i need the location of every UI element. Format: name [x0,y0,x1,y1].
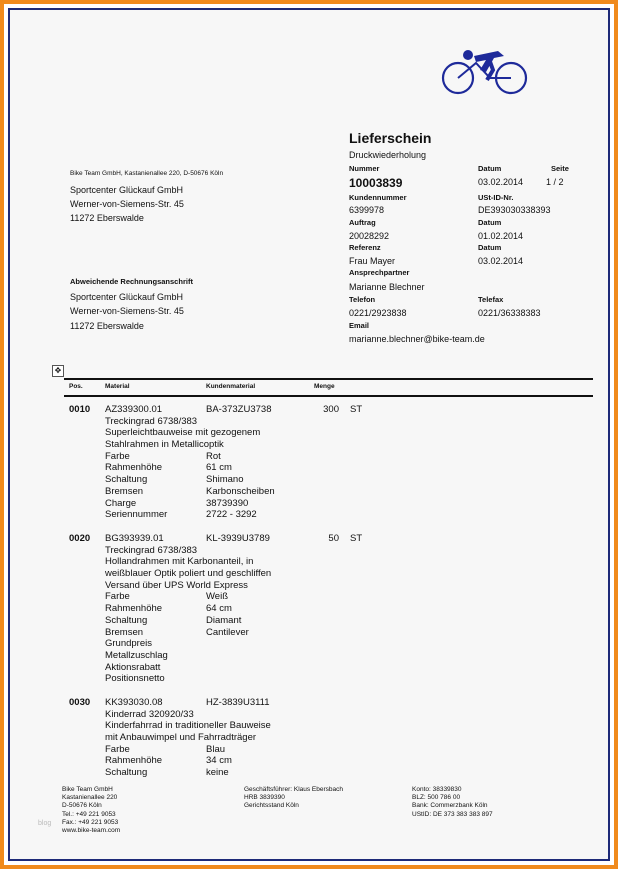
telefon-label: Telefon [349,295,376,304]
description-row [69,545,429,557]
referenz-label: Referenz [349,243,381,252]
attribute-row [69,462,429,474]
table-top-rule [64,378,593,380]
attribute-value: Karbonscheiben [206,485,275,497]
unit: ST [350,404,363,415]
description-row [69,439,429,451]
material-number: KK393030.08 [105,697,163,708]
attribute-name: Bremsen [105,626,144,638]
description-row [69,416,429,428]
attribute-row [69,744,429,756]
attribute-name: Aktionsrabatt [105,661,161,673]
material-number: AZ339300.01 [105,404,163,415]
footer-line: UStID: DE 373 383 383 897 [412,810,493,818]
footer-management [244,786,343,811]
ansprechpartner-label: Ansprechpartner [349,268,410,277]
attribute-value: Rot [206,450,221,462]
attribute-row [69,451,429,463]
seite-label: Seite [551,164,569,173]
position-item [69,404,429,521]
unit: ST [350,533,363,544]
document-number: 10003839 [349,176,403,190]
attribute-row [69,638,429,650]
footer-line: Kastanienallee 220 [62,794,118,802]
referenz-value: Frau Mayer [349,256,396,266]
move-handle-icon[interactable]: ✥ [52,365,64,377]
footer-company [62,786,120,835]
telefax-value: 0221/36338383 [478,308,541,318]
description-line: Superleichtbauweise mit gezogenem [105,427,261,439]
header-pos: Pos. [69,383,83,390]
attribute-row [69,498,429,510]
attribute-name: Schaltung [105,474,148,486]
customer-material: BA-373ZU3738 [206,404,272,415]
auftrag-datum-label: Datum [478,218,502,227]
recipient-city: 11272 Eberswalde [70,213,144,223]
description-line: Versand über UPS World Express [105,579,248,591]
footer-line: Geschäftsführer: Klaus Ebersbach [244,786,343,793]
description-row [69,568,429,580]
billing-street: Werner-von-Siemens-Str. 45 [70,306,184,316]
recipient-street: Werner-von-Siemens-Str. 45 [70,199,184,209]
attribute-row [69,662,429,674]
position-number: 0020 [69,533,91,544]
attribute-name: Rahmenhöhe [105,462,163,474]
referenz-datum-value: 03.02.2014 [478,256,524,266]
page-number: 1 / 2 [546,177,564,187]
description-line: Kinderrad 320920/33 [105,708,194,720]
position-main-row [69,404,429,416]
attribute-name: Schaltung [105,767,148,779]
footer-line: www.bike-team.com [62,827,121,835]
description-line: Treckingrad 6738/383 [105,415,198,427]
footer-line: HRB 3839390 [244,794,285,802]
description-line: Treckingrad 6738/383 [105,544,198,556]
footer-line: Gerichtsstand Köln [244,802,299,810]
attribute-row [69,474,429,486]
position-number: 0010 [69,404,91,415]
attribute-row [69,615,429,627]
attribute-name: Rahmenhöhe [105,603,163,615]
recipient-name: Sportcenter Glückauf GmbH [70,185,184,195]
attribute-name: Positionsnetto [105,673,165,685]
header-material: Material [105,383,130,390]
footer-line: Konto: 38339830 [412,786,462,793]
attribute-value: Diamant [206,614,242,626]
description-line: Hollandrahmen mit Karbonanteil, in [105,556,254,568]
sender-line: Bike Team GmbH, Kastanienallee 220, D-50676 Köln [70,170,224,177]
attribute-name: Rahmenhöhe [105,755,163,767]
attribute-value: 34 cm [206,755,232,767]
email-value: marianne.blechner@bike-team.de [349,334,485,344]
description-row [69,580,429,592]
description-row [69,720,429,732]
attribute-row [69,591,429,603]
attribute-row [69,603,429,615]
telefax-label: Telefax [478,295,504,304]
attribute-value: Blau [206,743,226,755]
attribute-value: 61 cm [206,462,232,474]
ansprechpartner-value: Marianne Blechner [349,282,425,292]
ustid-label: USt-ID-Nr. [478,193,514,202]
attribute-row [69,627,429,639]
description-line: weißblauer Optik poliert und geschliffen [105,568,272,580]
header-kundenmaterial: Kundenmaterial [206,383,256,390]
attribute-name: Seriennummer [105,509,168,521]
datum-label: Datum [478,164,502,173]
bike-team-logo [438,46,530,96]
position-item [69,697,429,779]
quantity: 50 [328,533,339,544]
footer-line: Fax.: +49 221 9053 [62,818,119,826]
table-header-rule [64,395,593,397]
attribute-value: keine [206,767,229,779]
footer-line: Bike Team GmbH [62,786,113,793]
attribute-value: Shimano [206,474,244,486]
material-number: BG393939.01 [105,533,164,544]
description-line: Stahlrahmen in Metallicoptik [105,439,224,451]
billing-heading: Abweichende Rechnungsanschrift [70,277,193,286]
attribute-value: 38739390 [206,497,249,509]
description-line: mit Anbauwimpel und Fahrradträger [105,732,257,744]
position-item [69,533,429,685]
description-row [69,709,429,721]
attribute-row [69,486,429,498]
billing-name: Sportcenter Glückauf GmbH [70,292,184,302]
attribute-name: Farbe [105,591,130,603]
footer-line: D-50676 Köln [62,802,102,810]
attribute-row [69,673,429,685]
document-date: 03.02.2014 [478,177,524,187]
document-subtitle: Druckwiederholung [349,150,427,160]
attribute-row [69,755,429,767]
nummer-label: Nummer [349,164,380,173]
footer-line: BLZ: 500 786 00 [412,794,461,802]
attribute-row [69,509,429,521]
position-number: 0030 [69,697,91,708]
attribute-name: Farbe [105,450,130,462]
auftrag-datum-value: 01.02.2014 [478,231,524,241]
attribute-value: Cantilever [206,626,249,638]
customer-material: KL-3939U3789 [206,533,270,544]
footer-bank [412,786,493,819]
position-main-row [69,533,429,545]
telefon-value: 0221/2923838 [349,308,407,318]
billing-city: 11272 Eberswalde [70,321,144,331]
auftrag-label: Auftrag [349,218,376,227]
referenz-datum-label: Datum [478,243,502,252]
footer-line: Bank: Commerzbank Köln [412,802,488,810]
footer-line: Tel.: +49 221 9053 [62,810,116,818]
header-menge: Menge [314,383,335,390]
attribute-name: Metallzuschlag [105,649,168,661]
ustid-value: DE393030338393 [478,205,551,215]
attribute-name: Charge [105,497,137,509]
attribute-row [69,650,429,662]
document-title: Lieferschein [349,130,432,146]
attribute-name: Schaltung [105,614,148,626]
attribute-name: Bremsen [105,485,144,497]
email-label: Email [349,321,370,330]
attribute-row [69,767,429,779]
attribute-name: Grundpreis [105,638,152,650]
kundennummer-label: Kundennummer [349,193,407,202]
quantity: 300 [323,404,339,415]
attribute-name: Farbe [105,743,130,755]
description-row [69,427,429,439]
description-row [69,556,429,568]
attribute-value: 64 cm [206,603,232,615]
kundennummer-value: 6399978 [349,205,385,215]
attribute-value: 2722 - 3292 [206,509,257,521]
customer-material: HZ-3839U3111 [206,697,270,708]
attribute-value: Weiß [206,591,228,603]
description-line: Kinderfahrrad in traditioneller Bauweise [105,720,271,732]
watermark: blog [38,820,52,827]
description-row [69,732,429,744]
auftrag-value: 20028292 [349,231,390,241]
position-main-row [69,697,429,709]
